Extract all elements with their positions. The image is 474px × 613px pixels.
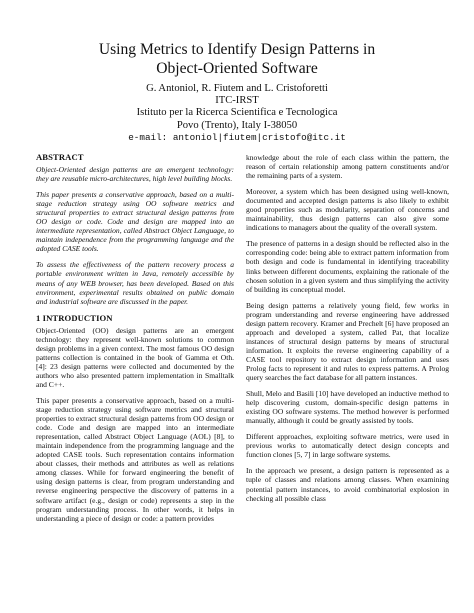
author-email: e-mail: antoniol|fiutem|cristofo@itc.it [128,131,346,143]
paper-title [20,40,454,78]
body-paragraph: The presence of patterns in a design should be reflected also in the corresponding code: being able to extract pattern information from both design and code is fundamental in identifying traceability links between different documents, explaining the rationale of the chosen solution in a given system and thus simplifying the activity of building its conceptual model. [246,239,449,294]
body-paragraph: knowledge about the role of each class within the pattern, the reason of certain relationship among pattern constituents and/or the remaining parts of a system. [246,153,449,181]
title-line-2: Object-Oriented Software [156,60,318,77]
right-column [246,153,449,510]
section-heading-introduction: 1 INTRODUCTION [36,312,113,323]
abstract-heading: ABSTRACT [36,152,84,162]
abstract-paragraph: Object-Oriented design patterns are an emergent technology: they are reusable micro-architectures, high level building blocks. [36,165,234,184]
abstract-paragraph: To assess the effectiveness of the pattern recovery process a portable environment written in Java, remotely accessible by means of any WEB browser, has been developed. Based on this environment, experimental results obtained on public domain and industrial software are discussed in the paper. [36,260,234,306]
author-names: G. Antoniol, R. Fiutem and L. Cristoforetti [146,83,328,94]
body-paragraph: Shull, Melo and Basili [10] have developed an inductive method to help discovering custom, domain-specific design patterns in existing OO software systems. The method however is performed manually, although it could be greatly assisted by tools. [246,389,449,426]
title-line-1: Using Metrics to Identify Design Patterns in [98,41,376,58]
body-paragraph: Moreover, a system which has been designed using well-known, documented and accepted design patterns is also likely to exhibit good properties such as modularity, separation of concerns and maintainability, thus design patterns can also give some indications to managers about the quality of the overall system. [246,187,449,233]
author-city: Povo (Trento), Italy I-38050 [176,119,298,131]
body-paragraph: In the approach we present, a design pattern is represented as a tuple of classes and relations among classes. When examining potential pattern instances, to avoid combinatorial explosion in checking all possible class [246,466,449,503]
abstract-paragraph: This paper presents a conservative approach, based on a multi-stage reduction strategy using OO software metrics and structural properties to extract structural design patterns from OO design or code. Code and design are mapped into an intermediate representation, called Abstract Object Language, to maintain independence from the programming language and the adopted CASE tools. [36,190,234,254]
body-paragraph: Being design patterns a relatively young field, few works in program understanding and reverse engineering have addressed design pattern recovery. Kramer and Prechelt [6] have proposed an approach and developed a system, called Pat, that localize instances of structural design patterns by means of structural information. It exploits the reverse engineering capability of a CASE tool repository to extract design information and uses Prolog facts to represent it and rules to express patterns. A Prolog query searches the fact database for all pattern instances. [246,300,449,383]
body-paragraph: This paper presents a conservative approach, based on a multi-stage reduction strategy using software metrics and structural properties to extract structural design patterns from OO design or code. Code and design are mapped into an intermediate representation, called Abstract Object Language (AOL) [8], to maintain independence from the programming language and the adopted CASE tools. Such representation contains information about classes, their methods and attributes as well as relations among classes. While for forward engineering the benefit of using design patterns is clear, from program understanding and reverse engineering perspective the discovery of patterns in a software artifact (e.g., design or code) represents a step in the program understanding process. In other words, it helps in understanding a piece of design or code: a pattern provides [36,395,234,523]
left-column [36,152,234,530]
body-paragraph: Different approaches, exploiting software metrics, were used in previous works to automatically detect design concepts and function clones [5, 7] in large software systems. [246,432,449,460]
author-org: ITC-IRST [215,95,259,107]
author-institute: Istituto per la Ricerca Scientifica e Tecnologica [136,107,338,119]
author-block [20,83,454,144]
body-paragraph: Object-Oriented (OO) design patterns are an emergent technology: they represent well-known solutions to common design problems in a given context. The most famous OO design patterns collection is contained in the book of Gamma et Oth. [4]: 23 design patterns were collected and documented by the authors who also presented pattern implementation in Smalltalk and C++. [36,325,234,389]
